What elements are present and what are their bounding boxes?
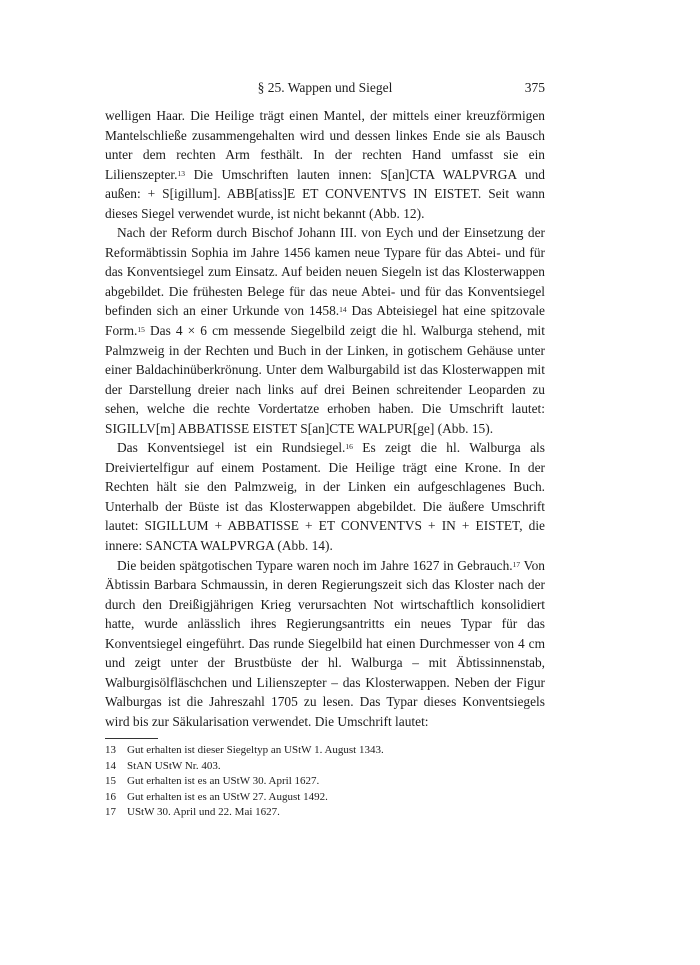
running-title: § 25. Wappen und Siegel: [257, 80, 393, 95]
footnote-text: Gut erhalten ist es an UStW 30. April 1627.: [127, 775, 320, 788]
footnote-number: 13: [105, 744, 116, 756]
page-header: [105, 80, 545, 100]
footnote-text: UStW 30. April und 22. Mai 1627.: [127, 806, 280, 819]
footnote-13: [105, 743, 545, 759]
paragraph-text: Das Abteisiegel hat eine spitzovale Form.: [105, 303, 545, 339]
footnote-ref-14[interactable]: 14: [339, 305, 347, 315]
footnote-number: 14: [105, 759, 116, 772]
paragraph-text: Die beiden spätgotischen Typare waren noch im Jahre 1627 in Gebrauch.: [117, 557, 513, 573]
footnote-14: [105, 759, 545, 775]
paragraph-2: [105, 223, 545, 438]
footnote-ref-13[interactable]: 13: [177, 168, 186, 178]
footnote-text: StAN UStW Nr. 403.: [127, 759, 221, 772]
page-number: 375: [524, 80, 545, 95]
paragraph-text: Das 4 × 6 cm messende Siegelbild zeigt die hl. Walburga stehend, mit Palmzweig in der Rechten und Buch in der Linken, in gotischem Gehäuse unter einer Baldachinüberkrönung. Unter dem Walburgabild ist das Klosterwappen mit der Darstellung dreier nach links auf drei Beinen schreitender Leoparden zu sehen, welche die rechte Vordertatze erhoben haben. Die Umschrift lautet: SIGILLV[m] ABBATISSE EISTET S[an]CTE WALPUR[ge] (Abb. 15).: [105, 323, 545, 436]
footnote-number: 17: [105, 806, 116, 819]
footnote-number: 16: [105, 790, 116, 803]
paragraph-text: Das Konventsiegel ist ein Rundsiegel.: [117, 440, 346, 456]
paragraph-text: Die Umschriften lauten innen: S[an]CTA WALPVRGA und außen: + S[igillum]. ABB[atiss]E ET CONVENTVS IN EISTET. Seit wann dieses Siegel verwendet wurde, ist nicht bekannt (Abb. 12).: [105, 166, 545, 221]
footnote-15: [105, 774, 545, 790]
footnote-ref-17[interactable]: 17: [512, 559, 521, 569]
paragraph-3: [105, 438, 545, 555]
paragraph-text: welligen Haar. Die Heilige trägt einen Mantel, der mittels einer kreuzförmigen Mantelschließe zusammengehalten wird und dessen linkes Ende sie als Bausch unter dem rechten Arm festhält. In der rechten Hand umfasst sie ein Lilienszepter.: [105, 108, 545, 182]
footnote-number: 15: [105, 775, 116, 788]
footnote-17: [105, 805, 545, 821]
footnote-text: Gut erhalten ist es an UStW 27. August 1492.: [127, 790, 328, 803]
paragraph-1: [105, 106, 545, 223]
footnote-ref-16[interactable]: 16: [345, 442, 353, 452]
paragraph-text: Es zeigt die hl. Walburga als Dreiviertelfigur auf einem Postament. Die Heilige trägt eine Krone. In der Rechten hält sie den Palmzweig, in der Linken ein aufgeschlagenes Buch. Unterhalb der Büste ist das Klosterwappen abgebildet. Die äußere Umschrift lautet: SIGILLUM + ABBATISSE + ET CONVENTVS + IN + EISTET, die innere: SANCTA WALPVRGA (Abb. 14).: [105, 440, 545, 554]
paragraph-4: [105, 556, 545, 732]
footnote-text: Gut erhalten ist dieser Siegeltyp an UStW 1. August 1343.: [127, 744, 384, 756]
paragraph-text: Nach der Reform durch Bischof Johann III. von Eych und der Einsetzung der Reformäbtissin Sophia im Jahre 1456 kamen neue Typare für das Abtei- und für das Konventsiegel zum Einsatz. Auf beiden neuen Siegeln ist das Klosterwappen abgebildet. Die frühesten Belege für das neue Abtei- und für das Konventsiegel befinden sich an einer Urkunde von 1458.: [105, 225, 545, 319]
footnote-separator: [105, 738, 158, 739]
footnotes: [105, 743, 545, 821]
body-text: [105, 106, 545, 732]
footnote-16: [105, 790, 545, 806]
footnote-ref-15[interactable]: 15: [137, 325, 145, 335]
paragraph-text: Von Äbtissin Barbara Schmaussin, in deren Regierungszeit sich das Kloster nach der durch den Dreißigjährigen Krieg verursachten Not wirtschaftlich konsolidiert hatte, wurde anlässlich ihres Regierungsantritts ein neues Typar für das Konventsiegel eingeführt. Das runde Siegelbild hat einen Durchmesser von 4 cm und zeigt unter der Brustbüste der hl. Walburga – mit Äbtissinnenstab, Walburgisölfläschchen und Lilienszepter – das Klosterwappen. Neben der Figur Walburgas ist die Jahreszahl 1705 zu lesen. Das Typar dieses Konventsiegels wird bis zur Säkularisation verwendet. Die Umschrift lautet:: [105, 557, 545, 729]
